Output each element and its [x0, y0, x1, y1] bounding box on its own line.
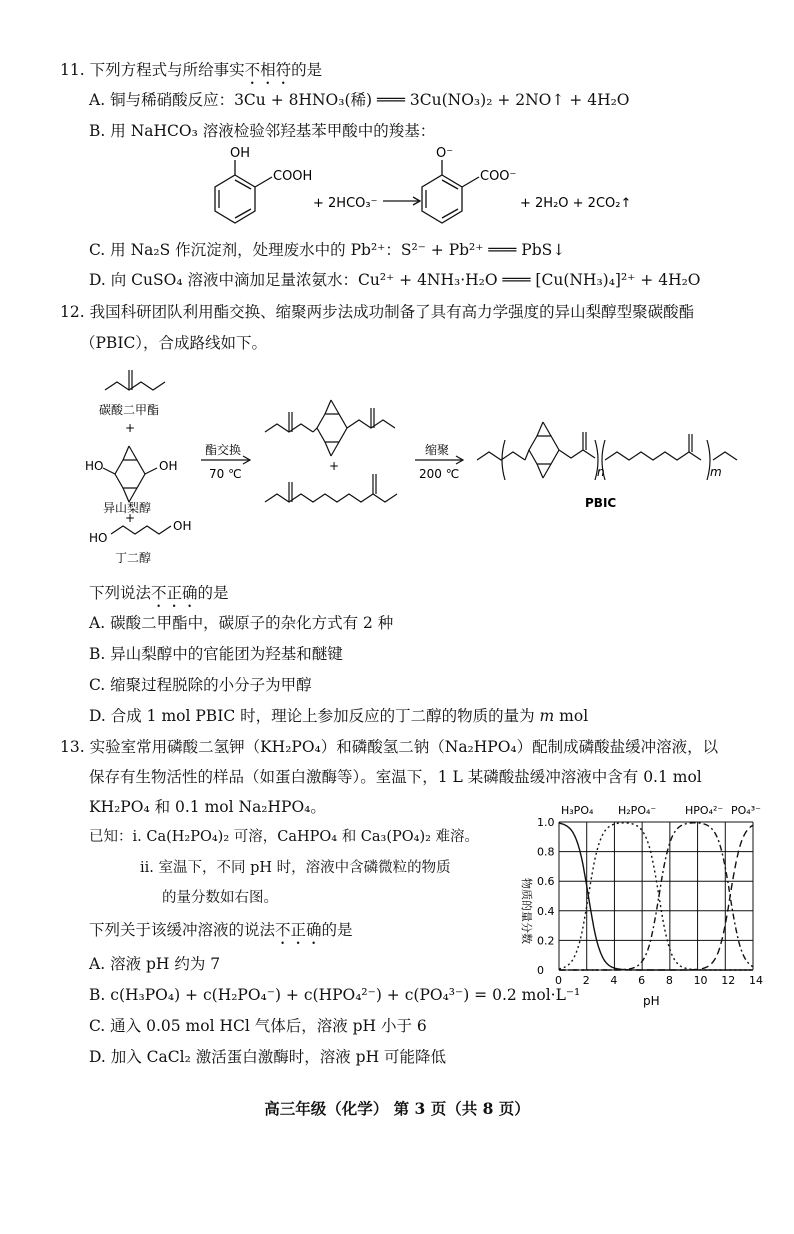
- q11-option-b: B. 用 NaHCO₃ 溶液检验邻羟基苯甲酸中的羧基：: [89, 122, 436, 140]
- q12-synthesis-route: [85, 362, 765, 567]
- x-tick-label: 8: [665, 974, 673, 987]
- series-label-h2po4: H₂PO₄⁻: [618, 804, 657, 817]
- y-tick-label: 1.0: [537, 816, 555, 829]
- q13-stem-line1: 13. 实验室常用磷酸二氢钾（KH₂PO₄）和磷酸氢二钠（Na₂HPO₄）配制成磷酸盐缓冲溶液，以: [60, 738, 719, 756]
- q13-number: 13.: [60, 738, 85, 756]
- q13-option-b: B. c(H₃PO₄) + c(H₂PO₄⁻) + c(HPO₄²⁻) + c(PO₄³⁻) = 0.2 mol·L⁻¹: [89, 986, 581, 1004]
- q12-stem-line1: 12. 我国科研团队利用酯交换、缩聚两步法成功制备了具有高力学强度的异山梨醇型聚碳酸酯: [60, 303, 695, 321]
- q12-question: 下列说法不正确的是: [89, 584, 229, 602]
- series-label-hpo4: HPO₄²⁻: [685, 804, 724, 817]
- y-tick-label: 0.2: [537, 934, 555, 948]
- y-axis-label: 物质的量分数: [520, 878, 533, 944]
- y-tick-label: 0: [537, 964, 544, 977]
- step1-condition: 70 ℃: [209, 467, 242, 481]
- q11-number: 11.: [60, 61, 85, 79]
- q13-question: 下列关于该缓冲溶液的说法不正确的是: [89, 921, 353, 939]
- sub-m: m: [710, 465, 722, 479]
- q13-option-a: A. 溶液 pH 约为 7: [89, 955, 221, 973]
- q12-option-d: D. 合成 1 mol PBIC 时，理论上参加反应的丁二醇的物质的量为 m mol: [89, 707, 589, 725]
- y-tick-label: 0.4: [537, 904, 555, 918]
- plus-2: +: [125, 511, 136, 525]
- sub-n: n: [597, 465, 605, 479]
- y-tick-label: 0.6: [537, 875, 555, 889]
- q11-stem: 11. 下列方程式与所给事实不相符的是: [60, 61, 323, 79]
- oh-label-2: OH: [173, 519, 192, 533]
- phosphate-distribution-chart: [505, 800, 770, 1010]
- q13-known-ii-line1: ii. 室温下，不同 pH 时，溶液中含磷微粒的物质: [140, 860, 451, 876]
- q13-option-c: C. 通入 0.05 mol HCl 气体后，溶液 pH 小于 6: [89, 1017, 427, 1035]
- x-tick-label: 6: [638, 974, 646, 987]
- x-tick-label: 10: [693, 974, 708, 987]
- q13-option-d: D. 加入 CaCl₂ 激活蛋白激酶时，溶液 pH 可能降低: [89, 1048, 447, 1066]
- plus-3: +: [329, 459, 340, 473]
- page-footer: 高三年级（化学） 第 3 页（共 8 页）: [264, 1099, 530, 1118]
- q11-reaction-structures: [180, 145, 650, 245]
- q12-stem-line2: （PBIC），合成路线如下。: [80, 334, 268, 352]
- q13-known-i: 已知：i. Ca(H₂PO₄)₂ 可溶，CaHPO₄ 和 Ca₃(PO₄)₂ 难溶。: [89, 829, 480, 845]
- x-tick-label: 2: [582, 974, 590, 987]
- step1-label: 酯交换: [205, 443, 242, 457]
- step2-condition: 200 ℃: [419, 467, 460, 481]
- y-tick-label: 0.8: [537, 845, 555, 859]
- x-axis-label: pH: [643, 994, 660, 1008]
- struct-coo-minus: COO⁻: [480, 169, 517, 184]
- ho-label-1: HO: [85, 459, 104, 473]
- q12-option-b: B. 异山梨醇中的官能团为羟基和醚键: [89, 645, 343, 663]
- x-tick-label: 4: [610, 974, 618, 987]
- oh-label-1: OH: [159, 459, 178, 473]
- q13-stem-line2: 保存有生物活性的样品（如蛋白激酶等）。室温下，1 L 某磷酸盐缓冲溶液中含有 0.1 mol: [89, 768, 702, 786]
- series-label-po4: PO₄³⁻: [731, 804, 761, 817]
- struct-cooh: COOH: [273, 169, 313, 184]
- step2-label: 缩聚: [425, 443, 450, 457]
- reagent-dimethyl-carbonate: 碳酸二甲酯: [99, 403, 160, 417]
- x-tick-label: 14: [749, 974, 763, 987]
- series-curve-0: [559, 823, 753, 970]
- q13-known-ii-line2: 的量分数如右图。: [162, 890, 278, 906]
- reagent-butanediol: 丁二醇: [115, 551, 152, 565]
- q11-option-a: A. 铜与稀硝酸反应：3Cu + 8HNO₃(稀) ═══ 3Cu(NO₃)₂ + 2NO↑ + 4H₂O: [89, 91, 630, 109]
- struct-o-minus: O⁻: [436, 146, 454, 161]
- q13-stem-line3: KH₂PO₄ 和 0.1 mol Na₂HPO₄。: [89, 798, 326, 816]
- q11-option-d: D. 向 CuSO₄ 溶液中滴加足量浓氨水：Cu²⁺ + 4NH₃·H₂O ═══ [Cu(NH₃)₄]²⁺ + 4H₂O: [89, 271, 701, 289]
- x-tick-label: 12: [721, 974, 736, 987]
- struct-products: + 2H₂O + 2CO₂↑: [520, 196, 632, 211]
- q12-number: 12.: [60, 303, 85, 321]
- struct-plus-hco3: + 2HCO₃⁻: [313, 196, 378, 211]
- struct-oh: OH: [230, 146, 251, 161]
- ho-label-2: HO: [89, 531, 108, 545]
- q12-option-a: A. 碳酸二甲酯中，碳原子的杂化方式有 2 种: [89, 614, 394, 632]
- q11-option-c: C. 用 Na₂S 作沉淀剂，处理废水中的 Pb²⁺：S²⁻ + Pb²⁺ ═══ PbS↓: [89, 241, 566, 259]
- q12-option-c: C. 缩聚过程脱除的小分子为甲醇: [89, 676, 312, 694]
- series-label-h3po4: H₃PO₄: [561, 804, 594, 817]
- plus-1: +: [125, 421, 136, 435]
- product-label: PBIC: [585, 496, 617, 510]
- reagent-isosorbide: 异山梨醇: [103, 501, 152, 515]
- x-tick-label: 0: [555, 974, 562, 987]
